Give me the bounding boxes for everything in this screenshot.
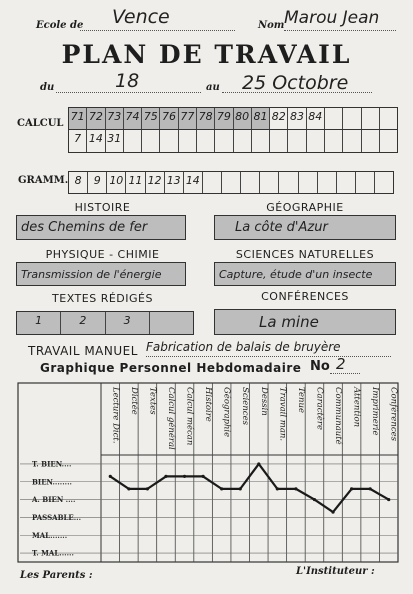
graph-column-label: Travail man.: [277, 387, 288, 442]
graph-row-label: PASSABLE...: [32, 512, 82, 522]
graph-number-value: 2: [336, 355, 346, 373]
calcul-row-1-cell: 79: [215, 108, 233, 129]
ecole-label: Ecole de: [36, 20, 84, 31]
geographie-value: La côte d'Azur: [235, 220, 328, 235]
graph-data-point: [127, 487, 130, 490]
graph-data-point: [313, 498, 316, 501]
graph-row-label: MAL.......: [32, 530, 68, 540]
textes-cell: 3: [106, 312, 150, 334]
gramm-cell: 14: [184, 172, 203, 193]
histoire-value: des Chemins de fer: [21, 220, 148, 235]
graph-column-label: Dictée: [128, 387, 139, 415]
graph-data-point: [276, 487, 279, 490]
calcul-row-1-cell: 71: [69, 108, 87, 129]
gramm-cell: 9: [88, 172, 107, 193]
nom-value: Marou Jean: [284, 8, 380, 28]
graph-row-label: A. BIEN ....: [32, 495, 76, 505]
calcul-row-1-cell: 84: [307, 108, 325, 129]
nom-label: Nom: [258, 20, 285, 31]
calcul-row-1-cell: 72: [87, 108, 105, 129]
graph-data-point: [201, 475, 204, 478]
graph-column-label: Communauté: [333, 387, 344, 445]
calcul-row-2-cell: 31: [106, 130, 124, 152]
graph-column-label: Sciences: [240, 387, 251, 425]
page-title: PLAN DE TRAVAIL: [61, 40, 352, 69]
graph-title: Graphique Personnel Hebdomadaire: [40, 361, 302, 375]
sciences-label: SCIENCES NATURELLES: [235, 248, 375, 261]
calcul-row-2-cell: 7: [69, 130, 87, 152]
calcul-row-1-cell: 78: [197, 108, 215, 129]
graph-data-point: [239, 487, 242, 490]
graph-row-label: T. MAL......: [32, 548, 74, 558]
textes-label: TEXTES RÉDIGÉS: [52, 292, 153, 305]
textes-cell: 2: [61, 312, 105, 334]
gramm-cell: 12: [146, 172, 165, 193]
sciences-value: Capture, étude d'un insecte: [219, 268, 373, 281]
graph-data-point: [146, 487, 149, 490]
graph-data-point: [369, 487, 372, 490]
graph-row-label: T. BIEN....: [32, 459, 72, 469]
calcul-row-1-cell: 81: [252, 108, 270, 129]
graph-row-label: BIEN........: [32, 477, 72, 487]
graph-column-label: Imprimerie: [370, 387, 381, 436]
textes-cell: 1: [17, 312, 61, 334]
travail-manuel-label: TRAVAIL MANUEL: [28, 344, 138, 358]
gramm-cell: 13: [165, 172, 184, 193]
gramm-cell: 10: [107, 172, 126, 193]
calcul-row-1-cell: 73: [106, 108, 124, 129]
graph-number-label: No: [310, 359, 330, 374]
calcul-row-1-cell: 80: [234, 108, 252, 129]
calcul-label: CALCUL: [17, 118, 64, 129]
graph-column-label: Caractère: [314, 387, 325, 431]
instituteur-label: L'Instituteur :: [296, 566, 375, 577]
calcul-row-1-cell: 77: [179, 108, 197, 129]
physique-value: Transmission de l'énergie: [21, 268, 162, 281]
graph-column-label: Lecture Dict.: [110, 387, 121, 444]
graph-column-label: Tenue: [295, 387, 306, 414]
calcul-row-1-cell: 83: [288, 108, 306, 129]
graph-data-point: [387, 498, 390, 501]
calcul-row-2-cell: 14: [87, 130, 105, 152]
graph-data-point: [183, 475, 186, 478]
gramm-cell: 11: [126, 172, 145, 193]
au-value: 25 Octobre: [242, 72, 349, 94]
graph-data-point: [294, 487, 297, 490]
au-label: au: [206, 82, 220, 93]
geographie-label: GÉOGRAPHIE: [266, 201, 344, 214]
gramm-cell: 8: [69, 172, 88, 193]
graph-data-point: [164, 475, 167, 478]
travail-manuel-value: Fabrication de balais de bruyère: [146, 340, 341, 354]
du-value: 18: [115, 70, 140, 92]
graph-data-point: [220, 487, 223, 490]
graph-column-label: Histoire: [203, 387, 214, 422]
graph-column-label: Dessin: [258, 387, 269, 416]
calcul-row-1-cell: 76: [160, 108, 178, 129]
du-label: du: [40, 82, 55, 93]
calcul-row-1-cell: 74: [124, 108, 142, 129]
graph-column-label: Conférences: [388, 387, 399, 441]
calcul-row-1-cell: 75: [142, 108, 160, 129]
graph-column-label: Géographie: [221, 387, 232, 438]
graph-data-point: [350, 487, 353, 490]
conferences-label: CONFÉRENCES: [261, 290, 349, 303]
histoire-label: HISTOIRE: [74, 201, 131, 214]
graph-data-point: [331, 510, 334, 513]
parents-label: Les Parents :: [20, 570, 93, 581]
conferences-value: La mine: [259, 313, 319, 331]
ecole-value: Vence: [112, 6, 170, 28]
graph-column-label: Attention: [351, 387, 362, 428]
gramm-label: GRAMM.: [18, 175, 69, 186]
graph-data-point: [109, 475, 112, 478]
physique-label: PHYSIQUE - CHIMIE: [45, 248, 160, 261]
graph-column-label: Calcul mécan: [184, 387, 195, 446]
graph-data-point: [257, 462, 260, 465]
graph-column-label: Calcul général: [165, 387, 176, 450]
graph-column-label: Textes: [147, 387, 158, 415]
calcul-row-1-cell: 82: [270, 108, 288, 129]
